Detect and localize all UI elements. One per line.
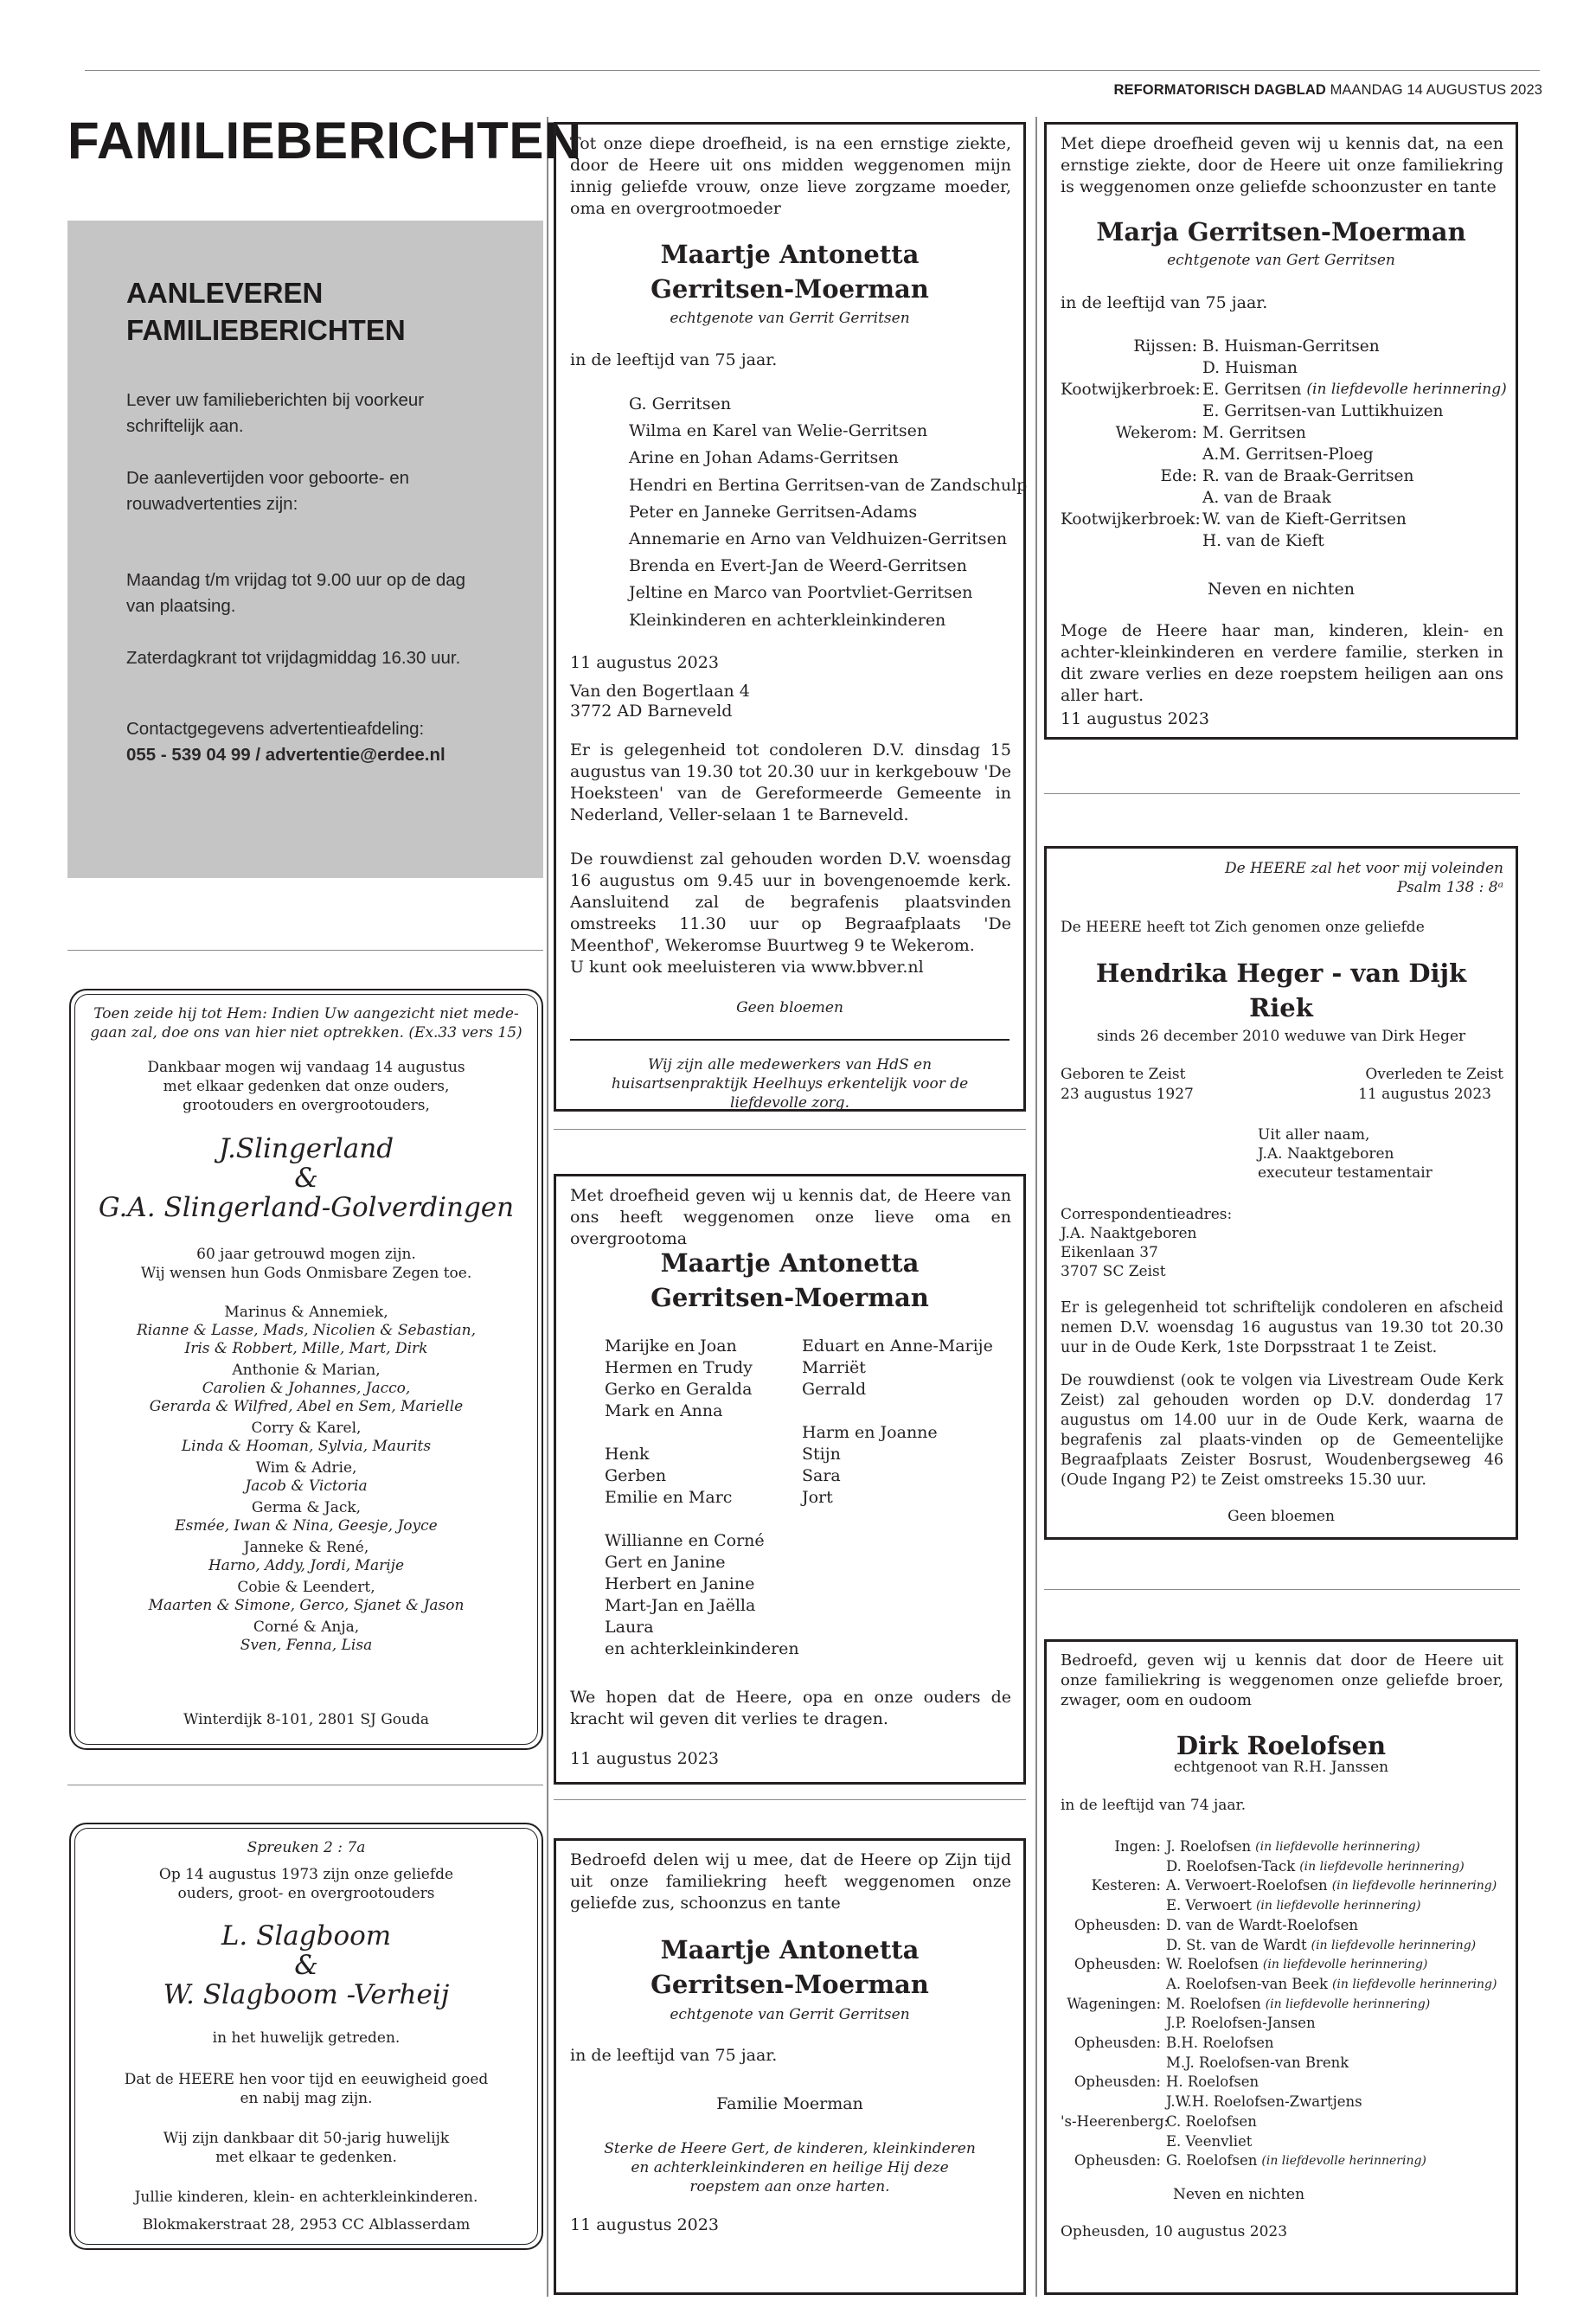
slingerland-intro-1: Dankbaar mogen wij vandaag 14 augustus: [147, 1059, 465, 1076]
maartje1-date: 11 augustus 2023: [570, 653, 719, 672]
dirk-family-row: [1061, 1896, 1510, 1916]
maartje1-family-member: G. Gerritsen: [629, 394, 732, 413]
marja-family-name: R. van de Braak-Gerritsen: [1202, 467, 1414, 485]
maartje3-name-2: Gerritsen-Moerman: [651, 1970, 929, 1999]
dirk-family-note: (in liefdevolle herinnering): [1262, 1958, 1428, 1972]
maartje1-no-flowers: Geen bloemen: [736, 999, 843, 1016]
slagboom-p1-2: en nabij mag zijn.: [240, 2090, 373, 2107]
dirk-family-name: E. Veenvliet: [1166, 2132, 1253, 2150]
maartje2-family-member: Mark en Anna: [605, 1401, 723, 1420]
dirk-family-note: (in liefdevolle herinnering): [1261, 2154, 1426, 2169]
dirk-family-name: C. Roelofsen: [1166, 2112, 1257, 2130]
marja-family-name: A. van de Braak: [1202, 489, 1331, 507]
dirk-family-row: [1061, 1916, 1510, 1936]
slingerland-family-group: [71, 1499, 542, 1535]
marja-family-row: [1061, 509, 1503, 530]
dirk-family-place: [1061, 2054, 1166, 2073]
marja-family-row: [1061, 530, 1503, 552]
maartje2-intro: Met droefheid geven wij u kennis dat, de Heere van ons heeft weggenomen onze lieve oma en overgrootoma: [570, 1186, 1011, 1248]
marja-family-row: [1061, 379, 1507, 401]
dirk-family-place: [1061, 1936, 1166, 1956]
dirk-family-name: G. Roelofsen: [1166, 2152, 1258, 2170]
marja-family-name: E. Gerritsen: [1202, 381, 1302, 399]
marja-family-name: W. van de Kieft-Gerritsen: [1202, 510, 1407, 529]
ad-obituary-maartje-1: [554, 122, 1026, 1112]
maartje2-name-2: Gerritsen-Moerman: [651, 1283, 929, 1312]
slingerland-intro-2: met elkaar gedenken dat onze ouders,: [163, 1078, 450, 1095]
slingerland-family-group: [71, 1618, 542, 1655]
marja-family-row: [1061, 487, 1503, 509]
ad-obituary-marja: [1044, 122, 1518, 740]
dirk-family-row: [1061, 2014, 1510, 2034]
hendrika-widow: sinds 26 december 2010 weduwe van Dirk Heger: [1096, 1028, 1466, 1045]
dirk-family-name: D. St. van de Wardt: [1166, 1936, 1307, 1953]
dirk-family-place: [1061, 1857, 1166, 1877]
slingerland-wish-2: Wij wensen hun Gods Onmisbare Zegen toe.: [140, 1265, 472, 1282]
dirk-family-place: Ingen:: [1114, 1838, 1161, 1855]
marja-family-row: [1061, 336, 1503, 357]
slingerland-family-line: Esmée, Iwan & Nina, Geesje, Joyce: [175, 1517, 438, 1535]
dirk-family-note: (in liefdevolle herinnering): [1299, 1859, 1465, 1874]
marja-name: Marja Gerritsen-Moerman: [1096, 217, 1466, 247]
dirk-family-row: [1061, 2093, 1510, 2112]
ad-obituary-maartje-2: [554, 1174, 1026, 1785]
maartje2-family-left: [605, 1336, 799, 1660]
dirk-family-place: [1061, 2093, 1166, 2112]
slagboom-address: Blokmakerstraat 28, 2953 CC Alblasserdam: [142, 2216, 471, 2234]
slingerland-family-line: Anthonie & Marian,: [232, 1362, 381, 1379]
maartje3-age: in de leeftijd van 75 jaar.: [570, 2046, 778, 2065]
slingerland-wish-1: 60 jaar getrouwd mogen zijn.: [196, 1246, 416, 1263]
slingerland-amp: &: [294, 1163, 318, 1194]
masthead-date: MAANDAG 14 AUGUSTUS 2023: [1330, 82, 1542, 98]
maartje2-family-member: Henk: [605, 1445, 650, 1464]
col3-sep-2: [1044, 1589, 1520, 1590]
dirk-family-name: M. Roelofsen: [1166, 1995, 1261, 2012]
col2-sep-1: [554, 1129, 1026, 1130]
dirk-family-place: Opheusden:: [1074, 1916, 1161, 1933]
column-divider-1: [547, 117, 548, 2297]
hendrika-intro: De HEERE heeft tot Zich genomen onze geliefde: [1061, 919, 1425, 936]
dirk-family-note: (in liefdevolle herinnering): [1255, 1840, 1420, 1854]
top-rule: [85, 70, 1540, 71]
dirk-family-row: [1061, 1975, 1510, 1995]
dirk-family-name: J.W.H. Roelofsen-Zwartjens: [1166, 2093, 1362, 2111]
slingerland-family-line: Jacob & Victoria: [245, 1477, 368, 1495]
slingerland-family-line: Maarten & Simone, Gerco, Sjanet & Jason: [148, 1597, 465, 1614]
marja-family-place: [1061, 487, 1202, 509]
dirk-family-note: (in liefdevolle herinnering): [1331, 1879, 1497, 1894]
dirk-family-name: H. Roelofsen: [1166, 2073, 1259, 2091]
marja-family-place: [1061, 444, 1202, 465]
maartje3-spouse: echtgenote van Gerrit Gerritsen: [670, 2006, 910, 2023]
maartje1-intro: Tot onze diepe droefheid, is na een ernstige ziekte, door de Heere uit ons midden weggenomen mijn innig geliefde vrouw, onze lieve zorgzame moeder, oma en overgrootmoeder: [570, 134, 1011, 218]
slingerland-family-line: Germa & Jack,: [251, 1499, 362, 1516]
maartje2-family-member: Herbert en Janine: [605, 1574, 755, 1593]
maartje1-name-1: Maartje Antonetta: [660, 240, 920, 269]
maartje2-family-member: Gerrald: [802, 1380, 867, 1399]
dirk-family-place: 's-Heerenberg:: [1061, 2112, 1170, 2130]
slingerland-family-line: Corné & Anja,: [253, 1618, 360, 1636]
dirk-family-row: [1061, 2112, 1510, 2132]
maartje2-family-member: Eduart en Anne-Marije: [802, 1336, 993, 1356]
dirk-spouse: echtgenoot van R.H. Janssen: [1173, 1759, 1389, 1776]
col1-sep-1: [67, 950, 543, 951]
hendrika-verse-2: Psalm 138 : 8ᵃ: [1397, 879, 1503, 896]
slingerland-family-line: Corry & Karel,: [251, 1420, 362, 1437]
ad-obituary-hendrika: [1044, 846, 1518, 1540]
marja-family-name: D. Huisman: [1202, 359, 1298, 377]
dirk-date: Opheusden, 10 augustus 2023: [1061, 2223, 1288, 2240]
slingerland-family-line: Janneke & René,: [243, 1539, 369, 1556]
dirk-family-name: A. Roelofsen-van Beek: [1166, 1975, 1328, 1992]
maartje3-wish-1: Sterke de Heere Gert, de kinderen, kleinkinderen: [604, 2140, 976, 2157]
hendrika-condolence: Er is gelegenheid tot schriftelijk condoleren en afscheid nemen D.V. woensdag 16 augustus van 19.30 tot 20.30 uur in de Oude Kerk, 1ste Dorpsstraat 1 te Zeist.: [1061, 1299, 1503, 1356]
marja-family-name: H. van de Kieft: [1202, 532, 1324, 550]
ad-anniversary-slagboom: [69, 1823, 543, 2250]
dirk-family-row: [1061, 2132, 1510, 2152]
slingerland-family-line: Harno, Addy, Jordi, Marije: [208, 1557, 404, 1574]
maartje2-family-member: Willianne en Corné: [605, 1531, 765, 1550]
maartje2-family-member: Marriët: [802, 1358, 866, 1377]
info-p4: Zaterdagkrant tot vrijdagmiddag 16.30 uur.: [126, 648, 461, 668]
marja-intro: Met diepe droefheid geven wij u kennis dat, na een ernstige ziekte, door de Heere uit onze familiekring is weggenomen onze geliefde schoonzuster en tante: [1061, 134, 1503, 196]
slingerland-family-line: Cobie & Leendert,: [237, 1579, 375, 1596]
marja-family-name: E. Gerritsen-van Luttikhuizen: [1202, 402, 1444, 420]
maartje2-family-member: Sara: [802, 1466, 841, 1485]
marja-family-place: [1061, 357, 1202, 379]
maartje3-wish-2: en achterkleinkinderen en heilige Hij deze: [631, 2159, 949, 2176]
marja-family-note: (in liefdevolle herinnering): [1306, 381, 1507, 398]
slingerland-family-group: [71, 1304, 542, 1358]
hendrika-signature-line: J.A. Naaktgeboren: [1258, 1145, 1394, 1163]
maartje2-family-member: [605, 1509, 799, 1530]
dirk-family-place: [1061, 1975, 1166, 1995]
slingerland-family-line: Carolien & Johannes, Jacco,: [202, 1380, 411, 1397]
maartje2-family-member: Gerko en Geralda: [605, 1380, 753, 1399]
maartje3-date: 11 augustus 2023: [570, 2215, 719, 2234]
maartje1-family-member: Jeltine en Marco van Poortvliet-Gerritsen: [629, 583, 973, 603]
maartje1-family-member: Hendri en Bertina Gerritsen-van de Zandschulp: [629, 475, 1028, 495]
col2-sep-2: [554, 1799, 1026, 1800]
dirk-family-name: E. Verwoert: [1166, 1897, 1252, 1914]
maartje1-spouse: echtgenote van Gerrit Gerritsen: [670, 310, 910, 327]
hendrika-born-2: 23 augustus 1927: [1061, 1086, 1194, 1103]
maartje1-family-member: Wilma en Karel van Welie-Gerritsen: [629, 421, 928, 441]
maartje1-service: De rouwdienst zal gehouden worden D.V. woensdag 16 augustus om 9.45 uur in bovengenoemde kerk. Aansluitend zal de begrafenis plaatsvinden omstreeks 11.30 uur op Begraafplaats 'De Meenthof', Wekeromse Buurtweg 9 te Wekerom.: [570, 849, 1011, 955]
slagboom-verse: Spreuken 2 : 7a: [247, 1839, 366, 1856]
maartje2-family-member: Harm en Joanne: [802, 1423, 938, 1442]
maartje1-family-member: Peter en Janneke Gerritsen-Adams: [629, 502, 918, 522]
slagboom-p2-2: met elkaar te gedenken.: [215, 2149, 397, 2166]
slagboom-intro-2: ouders, groot- en overgrootouders: [177, 1885, 435, 1902]
hendrika-no-flowers: Geen bloemen: [1227, 1508, 1335, 1525]
slingerland-family-line: Rianne & Lasse, Mads, Nicolien & Sebastian,: [136, 1322, 477, 1339]
dirk-family-row: [1061, 1995, 1510, 2015]
hendrika-correspondence-line: 3707 SC Zeist: [1061, 1263, 1166, 1280]
dirk-family-name: J. Roelofsen: [1166, 1838, 1252, 1855]
dirk-family-place: [1061, 2132, 1166, 2152]
maartje1-family-member: Annemarie en Arno van Veldhuizen-Gerritsen: [629, 529, 1008, 549]
dirk-family-place: Wageningen:: [1067, 1995, 1161, 2012]
dirk-family-row: [1061, 2073, 1510, 2093]
ad-obituary-maartje-3: [554, 1838, 1026, 2295]
dirk-family-place: [1061, 2014, 1166, 2034]
col3-sep-1: [1044, 793, 1520, 794]
slingerland-name-2: G.A. Slingerland-Golverdingen: [98, 1192, 515, 1223]
marja-date: 11 augustus 2023: [1061, 709, 1209, 728]
slagboom-p2-1: Wij zijn dankbaar dit 50-jarig huwelijk: [163, 2130, 450, 2147]
marja-spouse: echtgenote van Gert Gerritsen: [1167, 252, 1395, 269]
slingerland-family-line: Sven, Fenna, Lisa: [240, 1637, 373, 1654]
hendrika-service: De rouwdienst (ook te volgen via Livestream Oude Kerk Zeist) zal gehouden worden op D.V. donderdag 17 augustus om 14.00 uur in de Oude Kerk, waarna de begrafenis zal plaats-vinden op de Gemeentelijke Begraafplaats Zeister Bosrust, Woudenbergseweg 46 (Oude Ingang P2) te Zeist omstreeks 15.30 uur.: [1061, 1372, 1503, 1489]
hendrika-signature-line: Uit aller naam,: [1258, 1126, 1370, 1144]
hendrika-born-1: Geboren te Zeist: [1061, 1066, 1186, 1083]
hendrika-correspondence-line: Correspondentieadres:: [1061, 1206, 1233, 1223]
info-p3: Maandag t/m vrijdag tot 9.00 uur op de dag van plaatsing.: [126, 570, 466, 616]
dirk-family-name: A. Verwoert-Roelofsen: [1166, 1877, 1328, 1894]
dirk-family-row: [1061, 1837, 1510, 1857]
maartje3-wish-3: roepstem aan onze harten.: [689, 2178, 890, 2195]
marja-family-row: [1061, 422, 1503, 444]
maartje2-family-member: Gert en Janine: [605, 1553, 726, 1572]
ad-obituary-dirk: [1044, 1639, 1518, 2295]
marja-family-name: M. Gerritsen: [1202, 424, 1306, 442]
dirk-family-list: [1061, 1837, 1510, 2171]
maartje1-listen: U kunt ook meeluisteren via www.bbver.nl: [570, 958, 924, 977]
dirk-family-note: (in liefdevolle herinnering): [1265, 1997, 1431, 2011]
maartje2-family-member: Stijn: [802, 1445, 841, 1464]
slingerland-family-line: Marinus & Annemiek,: [224, 1304, 388, 1321]
slagboom-p1-1: Dat de HEERE hen voor tijd en eeuwigheid goed: [124, 2071, 489, 2088]
maartje2-family-member: Hermen en Trudy: [605, 1358, 753, 1377]
maartje1-divider: [570, 1039, 1010, 1041]
maartje2-name-1: Maartje Antonetta: [660, 1248, 920, 1278]
maartje2-hope: We hopen dat de Heere, opa en onze ouders de kracht wil geven dit verlies te dragen.: [570, 1688, 1011, 1728]
dirk-nephews: Neven en nichten: [1173, 2186, 1305, 2203]
maartje2-date: 11 augustus 2023: [570, 1749, 719, 1768]
hendrika-verse-1: De HEERE zal het voor mij voleinden: [1225, 860, 1503, 877]
hendrika-name-1: Hendrika Heger - van Dijk: [1095, 958, 1467, 988]
maartje1-family-member: Arine en Johan Adams-Gerritsen: [629, 448, 899, 468]
dirk-family-note: (in liefdevolle herinnering): [1255, 1899, 1421, 1913]
slagboom-intro-1: Op 14 augustus 1973 zijn onze geliefde: [158, 1866, 454, 1883]
marja-family-place: Wekerom:: [1115, 424, 1197, 442]
slagboom-p3: Jullie kinderen, klein- en achterkleinkinderen.: [134, 2189, 478, 2206]
dirk-family-place: [1061, 1896, 1166, 1916]
maartje2-family-member: Laura: [605, 1618, 654, 1637]
info-p2: De aanlevertijden voor geboorte- en rouwadvertenties zijn:: [126, 468, 410, 514]
dirk-family-place: Kesteren:: [1091, 1877, 1161, 1894]
maartje2-family-member: Emilie en Marc: [605, 1488, 733, 1507]
info-contact: 055 - 539 04 99 / advertentie@erdee.nl: [126, 745, 445, 765]
maartje2-family-member: Gerben: [605, 1466, 667, 1485]
dirk-family-place: Opheusden:: [1074, 2073, 1161, 2091]
marja-family-place: Kootwijkerbroek:: [1061, 381, 1201, 399]
maartje1-thanks: Wij zijn alle medewerkers van HdS en huisartsenpraktijk Heelhuys erkentelijk voor de liefdevolle zorg.: [611, 1056, 969, 1112]
maartje2-family-member: [605, 1422, 799, 1444]
dirk-age: in de leeftijd van 74 jaar.: [1061, 1797, 1247, 1814]
marja-family-list: [1061, 336, 1507, 552]
maartje1-family-member: Brenda en Evert-Jan de Weerd-Gerritsen: [629, 556, 967, 576]
maartje2-family-member: [802, 1400, 993, 1422]
hendrika-died-2: 11 augustus 2023: [1358, 1086, 1491, 1103]
marja-family-row: [1061, 357, 1503, 379]
maartje1-condolence: Er is gelegenheid tot condoleren D.V. dinsdag 15 augustus van 19.30 tot 20.30 uur in kerkgebouw 'De Hoeksteen' van de Gereformeerde Gemeente in Nederland, Veller-selaan 1 te Barneveld.: [570, 740, 1011, 824]
hendrika-name-2: Riek: [1249, 993, 1313, 1022]
dirk-family-row: [1061, 2034, 1510, 2054]
hendrika-correspondence-line: J.A. Naaktgeboren: [1061, 1225, 1197, 1242]
info-p1: Lever uw familieberichten bij voorkeur schriftelijk aan.: [126, 390, 425, 436]
maartje2-family-member: en achterkleinkinderen: [605, 1639, 799, 1658]
info-p5: Contactgegevens advertentieafdeling:: [126, 719, 425, 739]
column-divider-2: [1035, 117, 1037, 2297]
slingerland-family-group: [71, 1579, 542, 1615]
slagboom-married: in het huwelijk getreden.: [212, 2029, 401, 2047]
dirk-name: Dirk Roelofsen: [1176, 1731, 1387, 1760]
marja-family-name: B. Huisman-Gerritsen: [1202, 337, 1380, 356]
marja-family-place: Kootwijkerbroek:: [1061, 510, 1201, 529]
info-box-title: AANLEVEREN FAMILIEBERICHTEN: [126, 277, 406, 346]
hendrika-correspondence: [1061, 1205, 1232, 1281]
slingerland-family-group: [71, 1539, 542, 1575]
marja-nephews: Neven en nichten: [1208, 580, 1355, 599]
maartje1-name-2: Gerritsen-Moerman: [651, 274, 929, 304]
slingerland-family-group: [71, 1420, 542, 1456]
dirk-family-row: [1061, 1936, 1510, 1956]
masthead: [1113, 82, 1542, 99]
dirk-family-name: D. van de Wardt-Roelofsen: [1166, 1916, 1359, 1933]
marja-family-place: [1061, 401, 1202, 422]
dirk-family-place: Opheusden:: [1074, 1956, 1161, 1973]
marja-family-row: [1061, 444, 1503, 465]
maartje2-family-member: Jort: [802, 1488, 833, 1507]
dirk-family-row: [1061, 1857, 1510, 1877]
dirk-family-name: D. Roelofsen-Tack: [1166, 1857, 1296, 1875]
slingerland-address: Winterdijk 8-101, 2801 SJ Gouda: [183, 1711, 429, 1728]
marja-wish: Moge de Heere haar man, kinderen, klein- en achter-kleinkinderen en verdere familie, sterken in dit zware verlies en deze roepstem heiligen aan ons aller hart.: [1061, 621, 1503, 705]
slingerland-quote: Toen zeide hij tot Hem: Indien Uw aangezicht niet mede-gaan zal, doe ons van hier niet optrekken. (Ex.33 vers 15): [90, 1005, 522, 1042]
marja-family-row: [1061, 465, 1503, 487]
hendrika-signature: [1258, 1125, 1433, 1183]
dirk-family-name: J.P. Roelofsen-Jansen: [1166, 2015, 1316, 2032]
dirk-family-row: [1061, 2151, 1510, 2171]
marja-family-place: Ede:: [1160, 467, 1197, 485]
marja-family-row: [1061, 401, 1503, 422]
slingerland-intro-3: grootouders en overgrootouders,: [183, 1097, 430, 1114]
hendrika-died-1: Overleden te Zeist: [1365, 1066, 1503, 1083]
dirk-family-row: [1061, 2054, 1510, 2073]
dirk-family-row: [1061, 1876, 1510, 1896]
slingerland-name-1: J.Slingerland: [218, 1133, 394, 1164]
maartje1-address-2: 3772 AD Barneveld: [570, 702, 733, 721]
slingerland-family-line: Wim & Adrie,: [255, 1459, 357, 1477]
ad-anniversary-slingerland: [69, 989, 543, 1750]
maartje1-family-list: [629, 391, 1027, 634]
dirk-family-place: Opheusden:: [1074, 2035, 1161, 2052]
slingerland-family-list: [71, 1304, 542, 1658]
hendrika-signature-line: executeur testamentair: [1258, 1164, 1433, 1182]
maartje1-family-member: Kleinkinderen en achterkleinkinderen: [629, 610, 946, 630]
slagboom-name-1: L. Slagboom: [221, 1920, 392, 1952]
marja-family-name: A.M. Gerritsen-Ploeg: [1202, 445, 1374, 464]
dirk-family-row: [1061, 1955, 1510, 1975]
maartje2-family-member: Marijke en Joan: [605, 1336, 737, 1356]
dirk-family-note: (in liefdevolle herinnering): [1331, 1977, 1497, 1991]
slingerland-family-line: Iris & Robbert, Mille, Mart, Dirk: [184, 1340, 428, 1357]
marja-age: in de leeftijd van 75 jaar.: [1061, 293, 1268, 312]
slingerland-family-group: [71, 1362, 542, 1416]
dirk-family-note: (in liefdevolle herinnering): [1311, 1938, 1477, 1952]
maartje2-family-member: Mart-Jan en Jaëlla: [605, 1596, 756, 1615]
slingerland-family-line: Gerarda & Wilfred, Abel en Sem, Marielle: [149, 1398, 464, 1415]
slingerland-family-line: Linda & Hooman, Sylvia, Maurits: [181, 1438, 432, 1455]
marja-family-place: Rijssen:: [1133, 337, 1197, 356]
maartje2-family-right: [802, 1336, 993, 1509]
dirk-family-name: W. Roelofsen: [1166, 1956, 1259, 1973]
dirk-family-name: M.J. Roelofsen-van Brenk: [1166, 2054, 1349, 2071]
maartje3-name-1: Maartje Antonetta: [660, 1935, 920, 1965]
dirk-family-name: B.H. Roelofsen: [1166, 2035, 1274, 2052]
slingerland-family-group: [71, 1459, 542, 1496]
slagboom-name-2: W. Slagboom -Verheij: [163, 1979, 450, 2010]
masthead-paper: REFORMATORISCH DAGBLAD: [1113, 82, 1326, 98]
marja-family-place: [1061, 530, 1202, 552]
hendrika-correspondence-line: Eikenlaan 37: [1061, 1244, 1158, 1261]
maartje1-address-1: Van den Bogertlaan 4: [570, 682, 750, 701]
maartje1-age: in de leeftijd van 75 jaar.: [570, 350, 778, 369]
maartje3-intro: Bedroefd delen wij u mee, dat de Heere op Zijn tijd uit onze familiekring heeft weggenomen onze geliefde zus, schoonzus en tante: [570, 1850, 1011, 1913]
dirk-intro: Bedroefd, geven wij u kennis dat door de Heere uit onze familiekring is weggenomen onze geliefde broer, zwager, oom en oudoom: [1061, 1651, 1503, 1709]
slagboom-amp: &: [294, 1950, 318, 1981]
dirk-family-place: Opheusden:: [1074, 2152, 1161, 2170]
maartje3-family: Familie Moerman: [716, 2094, 863, 2113]
info-box-delivery: [67, 221, 543, 878]
page-title: FAMILIEBERICHTEN: [67, 112, 582, 170]
